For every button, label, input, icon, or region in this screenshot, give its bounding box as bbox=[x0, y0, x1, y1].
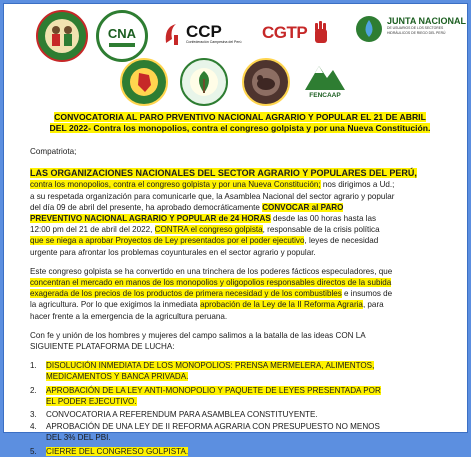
p1-line-5a: PREVENTIVO NACIONAL AGRARIO Y POPULAR de 24 HORAS bbox=[30, 214, 271, 224]
paragraph-1 bbox=[30, 168, 450, 258]
p2-line-5: hacer frente a la emergencia de la agricultura peruana. bbox=[30, 311, 228, 321]
mountain-icon bbox=[303, 60, 347, 92]
junta-nacional-logo bbox=[354, 14, 466, 54]
cattle-icon bbox=[249, 65, 283, 99]
list-item-number: 5. bbox=[30, 446, 37, 456]
organizations-heading: LAS ORGANIZACIONES NACIONALES DEL SECTOR AGRARIO Y POPULARES DEL PERÚ, bbox=[30, 168, 417, 179]
ccp-logo bbox=[162, 18, 246, 50]
p1-line-4b: CONVOCAR al PARO bbox=[262, 202, 344, 212]
title-line-2: DEL 2022- Contra los monopolios, contra el congreso golpista y por una Nueva Constitución. bbox=[49, 123, 431, 133]
p1-line-6a: 12:00 pm del 21 de abril del 2022, bbox=[30, 225, 155, 235]
p2-line-1: Este congreso golpista se ha convertido en una trinchera de los poderes fácticos especuladores, que bbox=[30, 266, 393, 276]
seal-logo-2 bbox=[120, 58, 168, 106]
logo-band bbox=[4, 4, 469, 106]
document-title bbox=[30, 112, 450, 134]
sickle-icon bbox=[162, 21, 184, 47]
title-line-1: CONVOCATORIA AL PARO PRVENTIVO NACIONAL AGRARIO Y POPULAR EL 21 DE ABRIL bbox=[54, 112, 426, 122]
p1-line-3: a su respetada organización para comunicarle que, la Asamblea Nacional del sector agrario y popular bbox=[30, 191, 395, 201]
list-item-line-2: MEDICAMENTOS Y BANCA PRIVADA. bbox=[46, 372, 189, 382]
salutation: Compatriota; bbox=[30, 147, 77, 156]
p1-line-4a: del día 09 de abril del presente, ha aprobado democráticamente bbox=[30, 202, 263, 212]
seal-logo-3 bbox=[180, 58, 228, 106]
list-item-number: 4. bbox=[30, 422, 37, 432]
cgtp-logo bbox=[262, 16, 344, 50]
list-item bbox=[30, 360, 450, 382]
fist-icon bbox=[309, 19, 333, 47]
list-item-number: 1. bbox=[30, 361, 37, 371]
list-item bbox=[30, 446, 450, 457]
p1-line-5b: desde las 00 horas hasta las bbox=[270, 214, 377, 224]
list-item-line-2: DEL 3% DEL PBI. bbox=[46, 433, 111, 443]
p2-line-3a: exagerada de los precios de los productos de primera necesidad y de los combustibles bbox=[30, 289, 342, 299]
list-item bbox=[30, 421, 450, 443]
p3-line-1: Con fe y unión de los hombres y mujeres del campo salimos a la batalla de las ideas CON LA bbox=[30, 330, 366, 340]
ccp-logo-text: CCP bbox=[186, 22, 222, 41]
p1-line-8: urgente para afrontar los problemas coyunturales en el sector agrario y popular. bbox=[30, 247, 316, 257]
p2-line-4b: aprobación de la Ley de la II Reforma Agraria bbox=[200, 300, 363, 310]
fencaap-logo-text: FENCAAP bbox=[309, 91, 341, 99]
cna-logo bbox=[96, 10, 148, 62]
p1-line-2b: nos dirigimos a Ud.; bbox=[320, 180, 395, 190]
p2-line-2: concentran el mercado en manos de los monopolios y oligopolios responsables directos de la subida bbox=[30, 278, 392, 288]
list-item-line-1: CONVOCATORIA A REFERENDUM PARA ASAMBLEA CONSTITUYENTE. bbox=[46, 410, 318, 420]
list-item-line-1: DISOLUCIÓN INMEDIATA DE LOS MONOPOLIOS: PRENSA MERMELERA, ALIMENTOS, bbox=[46, 361, 375, 371]
p2-line-4c: , para bbox=[362, 300, 384, 310]
ccp-logo-subtitle: Confederación Campesina del Perú bbox=[186, 40, 242, 44]
p1-line-7b: , leyes de necesidad bbox=[304, 236, 379, 246]
p1-line-6b: CONTRA el congreso golpista bbox=[154, 225, 263, 235]
list-item-line-2: EL PODER EJECUTIVO. bbox=[46, 396, 137, 406]
fencaap-logo bbox=[300, 56, 350, 102]
demands-list bbox=[30, 360, 450, 457]
junta-title: JUNTA NACIONAL bbox=[387, 16, 466, 26]
seal-logo-1 bbox=[36, 10, 88, 62]
list-item-number: 2. bbox=[30, 385, 37, 395]
list-item bbox=[30, 385, 450, 407]
leaf-icon bbox=[187, 65, 221, 99]
seal-logo-4 bbox=[242, 58, 290, 106]
p3-line-2: SIGUIENTE PLATAFORMA DE LUCHA: bbox=[30, 342, 175, 352]
junta-subtitle: DE USUARIOS DE LOS SECTORES HIDRÁULICOS DE RIEGO DEL PERÚ bbox=[387, 26, 446, 35]
farmers-icon bbox=[42, 16, 82, 56]
p1-line-6c: , responsable de la crisis política bbox=[262, 225, 380, 235]
p1-line-7a: que se niega a aprobar Proyectos de Ley presentados por el poder ejecutivo bbox=[30, 236, 305, 246]
map-icon bbox=[127, 65, 161, 99]
field-stripe-icon bbox=[109, 43, 135, 47]
p2-line-3b: e insumos de bbox=[341, 289, 393, 299]
letter-body bbox=[30, 112, 450, 457]
list-item-line-1: APROBACIÓN DE UNA LEY DE II REFORMA AGRARIA CON PRESUPUESTO NO MENOS bbox=[46, 422, 380, 432]
paragraph-3 bbox=[30, 330, 450, 352]
list-item bbox=[30, 409, 450, 420]
list-item-line-1: APROBACIÓN DE LA LEY ANTI-MONOPOLIO Y PAQUETE DE LEYES PRESENTADA POR bbox=[46, 385, 381, 395]
cna-logo-text: CNA bbox=[107, 25, 137, 41]
p2-line-4a: la agricultura. Por lo que exigimos la inmediata bbox=[30, 300, 201, 310]
paragraph-2 bbox=[30, 266, 450, 322]
p1-line-2: contra los monopolios, contra el congreso golpista y por una Nueva Constitución; bbox=[30, 180, 321, 190]
list-item-line-1: CIERRE DEL CONGRESO GOLPISTA. bbox=[46, 446, 189, 456]
water-drop-icon bbox=[354, 14, 384, 44]
document-photo bbox=[3, 3, 468, 456]
list-item-number: 3. bbox=[30, 410, 37, 420]
cgtp-logo-text: CGTP bbox=[262, 23, 308, 42]
